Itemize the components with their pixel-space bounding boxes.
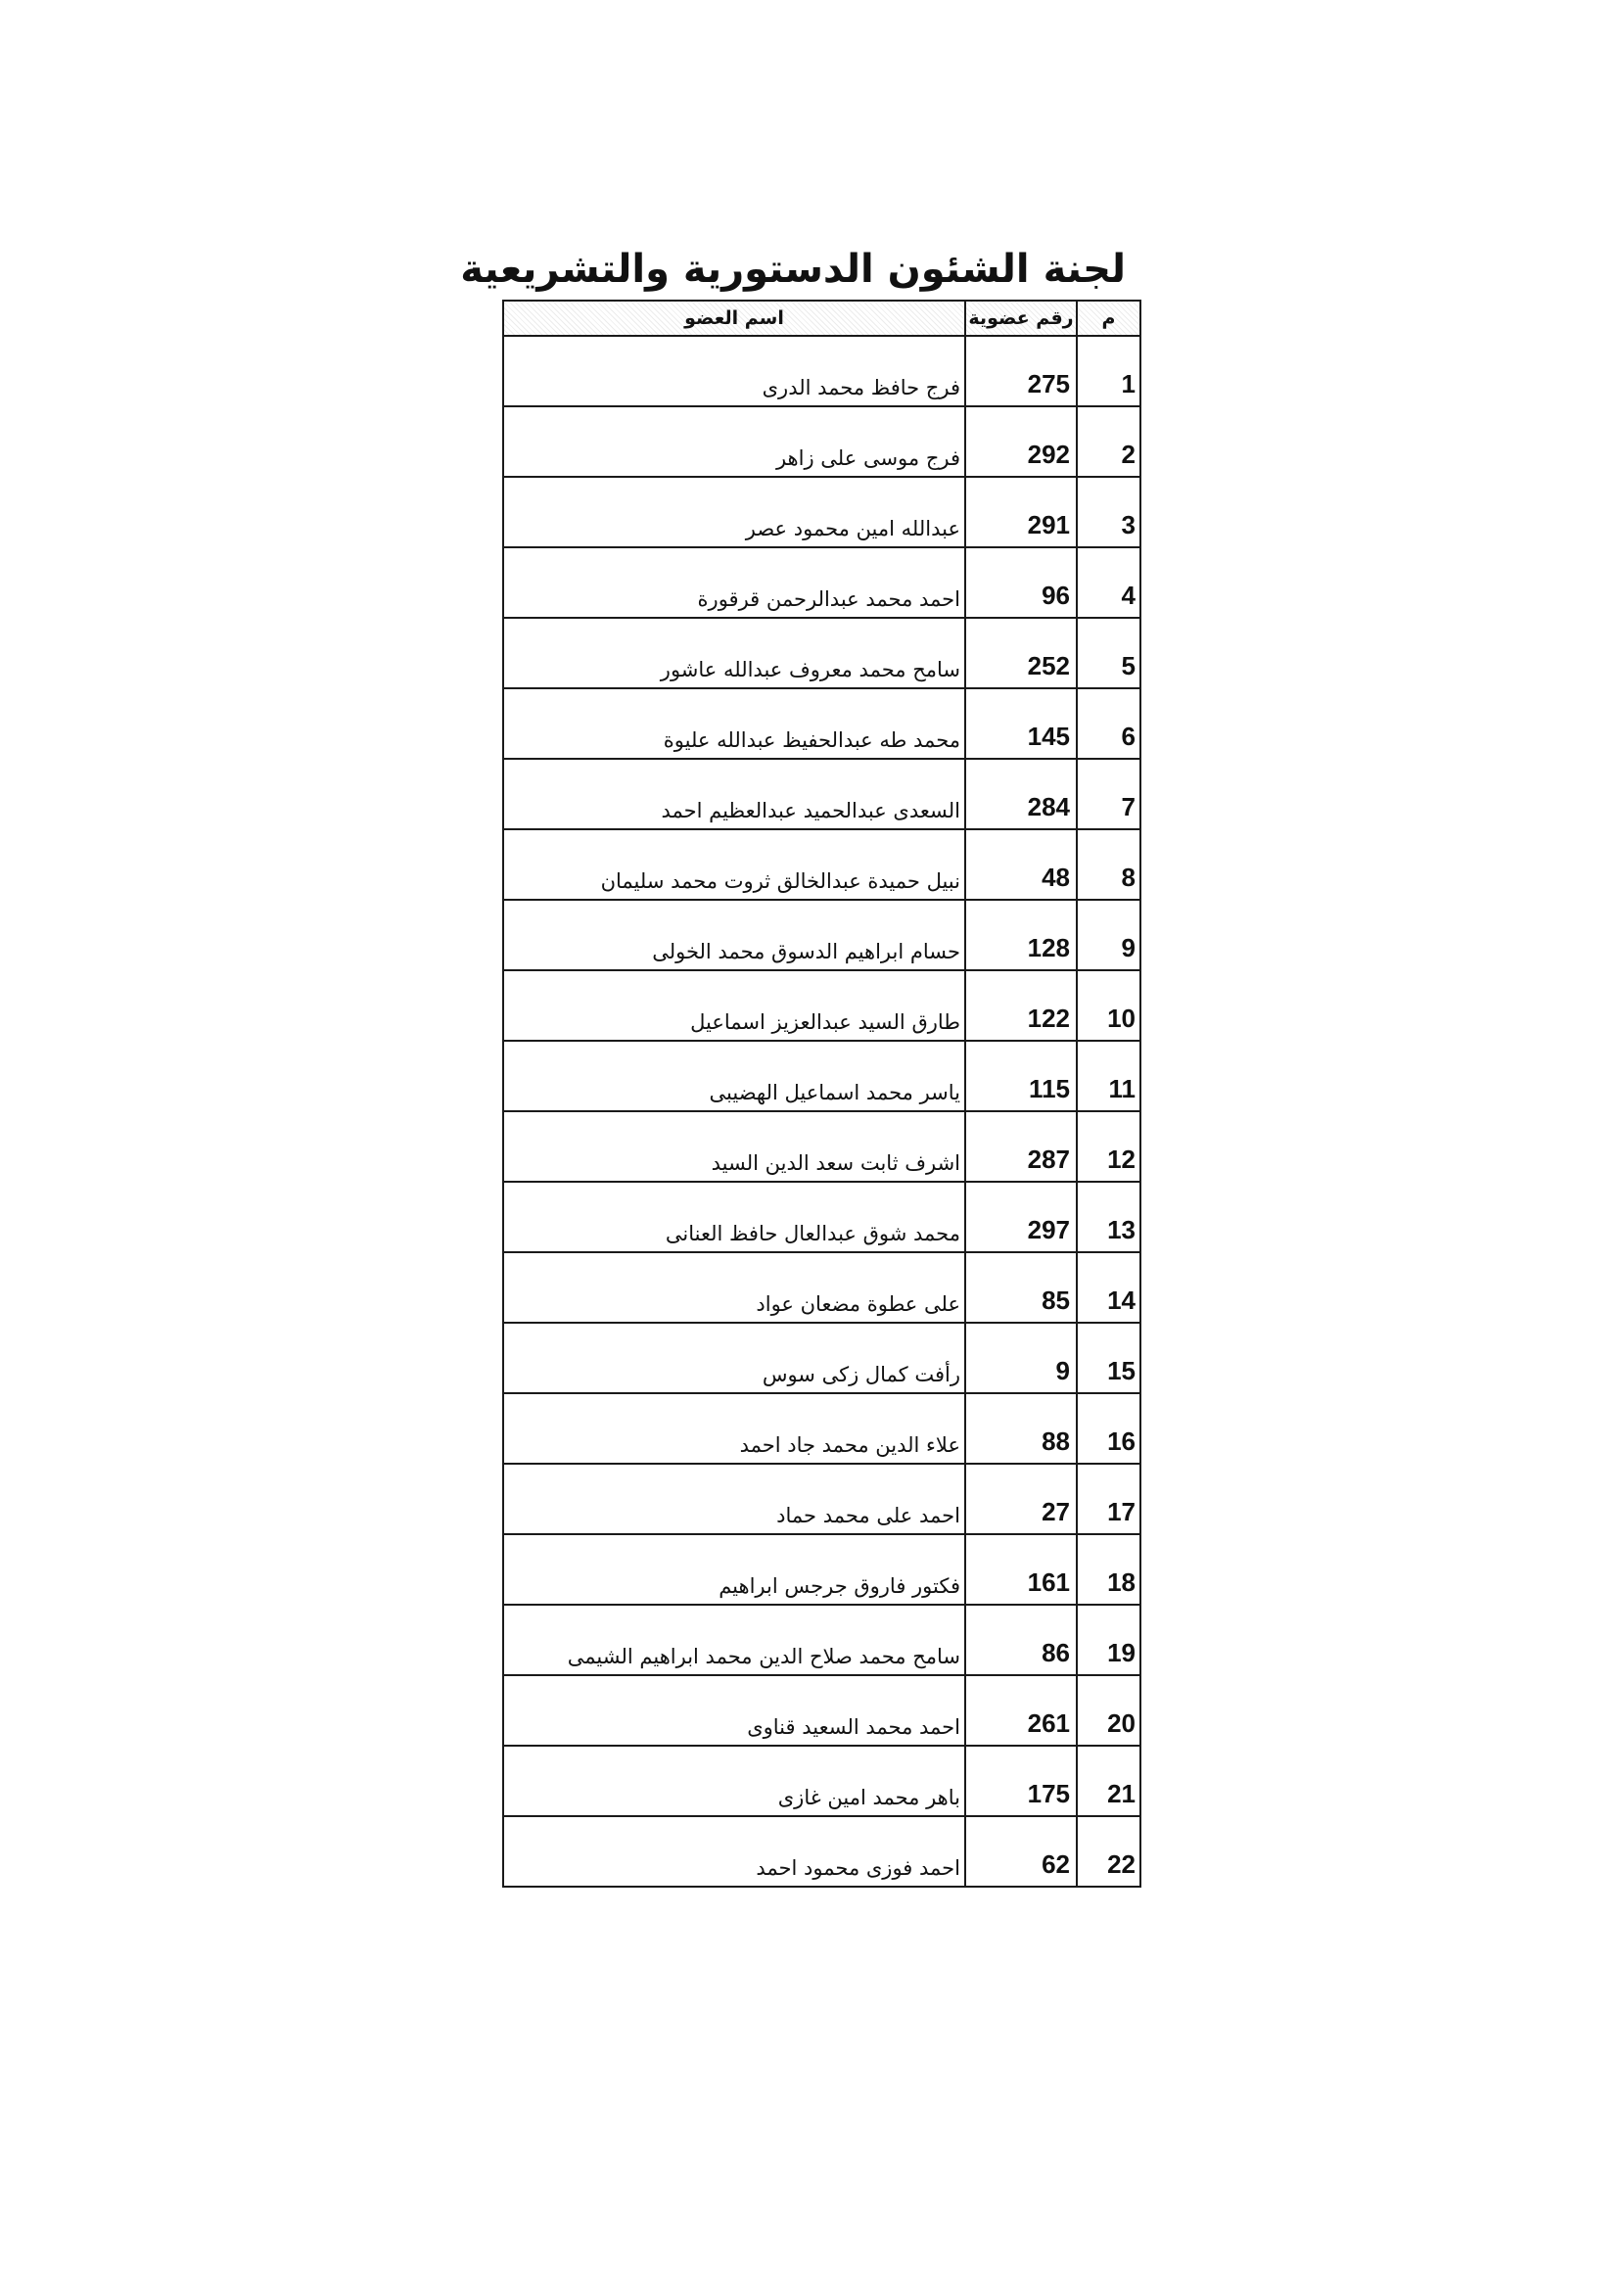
membership-number-cell: 261: [965, 1675, 1077, 1746]
member-name-cell: احمد محمد السعيد قناوى: [503, 1675, 965, 1746]
row-index-cell: 5: [1077, 618, 1140, 688]
table-row: [503, 618, 1140, 688]
table-row: [503, 1252, 1140, 1323]
members-table: [502, 300, 1141, 1888]
row-index-cell: 11: [1077, 1041, 1140, 1111]
member-name-cell: سامح محمد معروف عبدالله عاشور: [503, 618, 965, 688]
table-row: [503, 900, 1140, 970]
membership-number-cell: 85: [965, 1252, 1077, 1323]
table-row: [503, 759, 1140, 829]
table-row: [503, 1323, 1140, 1393]
table-row: [503, 1041, 1140, 1111]
row-index-cell: 1: [1077, 336, 1140, 406]
membership-number-cell: 252: [965, 618, 1077, 688]
member-name-cell: على عطوة مضعان عواد: [503, 1252, 965, 1323]
member-name-cell: احمد فوزى محمود احمد: [503, 1816, 965, 1887]
row-index-cell: 13: [1077, 1182, 1140, 1252]
row-index-cell: 3: [1077, 477, 1140, 547]
table-row: [503, 1534, 1140, 1605]
members-table-body: [503, 336, 1140, 1887]
member-name-cell: محمد شوق عبدالعال حافظ العنانى: [503, 1182, 965, 1252]
member-name-cell: نبيل حميدة عبدالخالق ثروت محمد سليمان: [503, 829, 965, 900]
page-title: لجنة الشئون الدستورية والتشريعية: [460, 247, 1126, 292]
row-index-cell: 8: [1077, 829, 1140, 900]
row-index-cell: 19: [1077, 1605, 1140, 1675]
membership-number-cell: 287: [965, 1111, 1077, 1182]
membership-number-cell: 9: [965, 1323, 1077, 1393]
membership-number-cell: 292: [965, 406, 1077, 477]
table-row: [503, 406, 1140, 477]
membership-number-cell: 297: [965, 1182, 1077, 1252]
table-row: [503, 477, 1140, 547]
table-row: [503, 970, 1140, 1041]
table-row: [503, 1605, 1140, 1675]
membership-number-cell: 88: [965, 1393, 1077, 1464]
membership-number-cell: 48: [965, 829, 1077, 900]
table-row: [503, 1746, 1140, 1816]
member-name-cell: فكتور فاروق جرجس ابراهيم: [503, 1534, 965, 1605]
membership-number-cell: 86: [965, 1605, 1077, 1675]
membership-number-cell: 96: [965, 547, 1077, 618]
member-name-cell: فرج حافظ محمد الدرى: [503, 336, 965, 406]
member-name-cell: طارق السيد عبدالعزيز اسماعيل: [503, 970, 965, 1041]
member-name-cell: سامح محمد صلاح الدين محمد ابراهيم الشيمى: [503, 1605, 965, 1675]
row-index-cell: 12: [1077, 1111, 1140, 1182]
table-row: [503, 1393, 1140, 1464]
row-index-cell: 18: [1077, 1534, 1140, 1605]
row-index-cell: 21: [1077, 1746, 1140, 1816]
row-index-cell: 16: [1077, 1393, 1140, 1464]
member-name-cell: باهر محمد امين غازى: [503, 1746, 965, 1816]
row-index-cell: 14: [1077, 1252, 1140, 1323]
member-name-cell: اشرف ثابت سعد الدين السيد: [503, 1111, 965, 1182]
member-name-cell: عبدالله امين محمود عصر: [503, 477, 965, 547]
table-row: [503, 1111, 1140, 1182]
member-name-cell: احمد على محمد حماد: [503, 1464, 965, 1534]
membership-number-cell: 27: [965, 1464, 1077, 1534]
membership-number-cell: 62: [965, 1816, 1077, 1887]
member-name-cell: علاء الدين محمد جاد احمد: [503, 1393, 965, 1464]
member-name-cell: فرج موسى على زاهر: [503, 406, 965, 477]
membership-number-cell: 175: [965, 1746, 1077, 1816]
membership-number-cell: 145: [965, 688, 1077, 759]
row-index-cell: 20: [1077, 1675, 1140, 1746]
row-index-cell: 6: [1077, 688, 1140, 759]
membership-number-cell: 128: [965, 900, 1077, 970]
row-index-cell: 17: [1077, 1464, 1140, 1534]
membership-number-cell: 122: [965, 970, 1077, 1041]
row-index-cell: 9: [1077, 900, 1140, 970]
member-name-cell: احمد محمد عبدالرحمن قرقورة: [503, 547, 965, 618]
member-name-cell: رأفت كمال زكى سوس: [503, 1323, 965, 1393]
header-membership-number: رقم عضوية: [965, 301, 1077, 336]
table-row: [503, 1675, 1140, 1746]
membership-number-cell: 115: [965, 1041, 1077, 1111]
member-name-cell: ياسر محمد اسماعيل الهضيبى: [503, 1041, 965, 1111]
table-row: [503, 1464, 1140, 1534]
row-index-cell: 22: [1077, 1816, 1140, 1887]
row-index-cell: 4: [1077, 547, 1140, 618]
membership-number-cell: 284: [965, 759, 1077, 829]
table-row: [503, 336, 1140, 406]
table-header-row: [503, 301, 1140, 336]
row-index-cell: 15: [1077, 1323, 1140, 1393]
row-index-cell: 10: [1077, 970, 1140, 1041]
member-name-cell: السعدى عبدالحميد عبدالعظيم احمد: [503, 759, 965, 829]
member-name-cell: حسام ابراهيم الدسوق محمد الخولى: [503, 900, 965, 970]
membership-number-cell: 161: [965, 1534, 1077, 1605]
membership-number-cell: 291: [965, 477, 1077, 547]
table-row: [503, 1816, 1140, 1887]
membership-number-cell: 275: [965, 336, 1077, 406]
table-row: [503, 829, 1140, 900]
header-member-name: اسم العضو: [503, 301, 965, 336]
row-index-cell: 2: [1077, 406, 1140, 477]
row-index-cell: 7: [1077, 759, 1140, 829]
table-row: [503, 688, 1140, 759]
header-index: م: [1077, 301, 1140, 336]
table-row: [503, 1182, 1140, 1252]
table-row: [503, 547, 1140, 618]
member-name-cell: محمد طه عبدالحفيظ عبدالله عليوة: [503, 688, 965, 759]
